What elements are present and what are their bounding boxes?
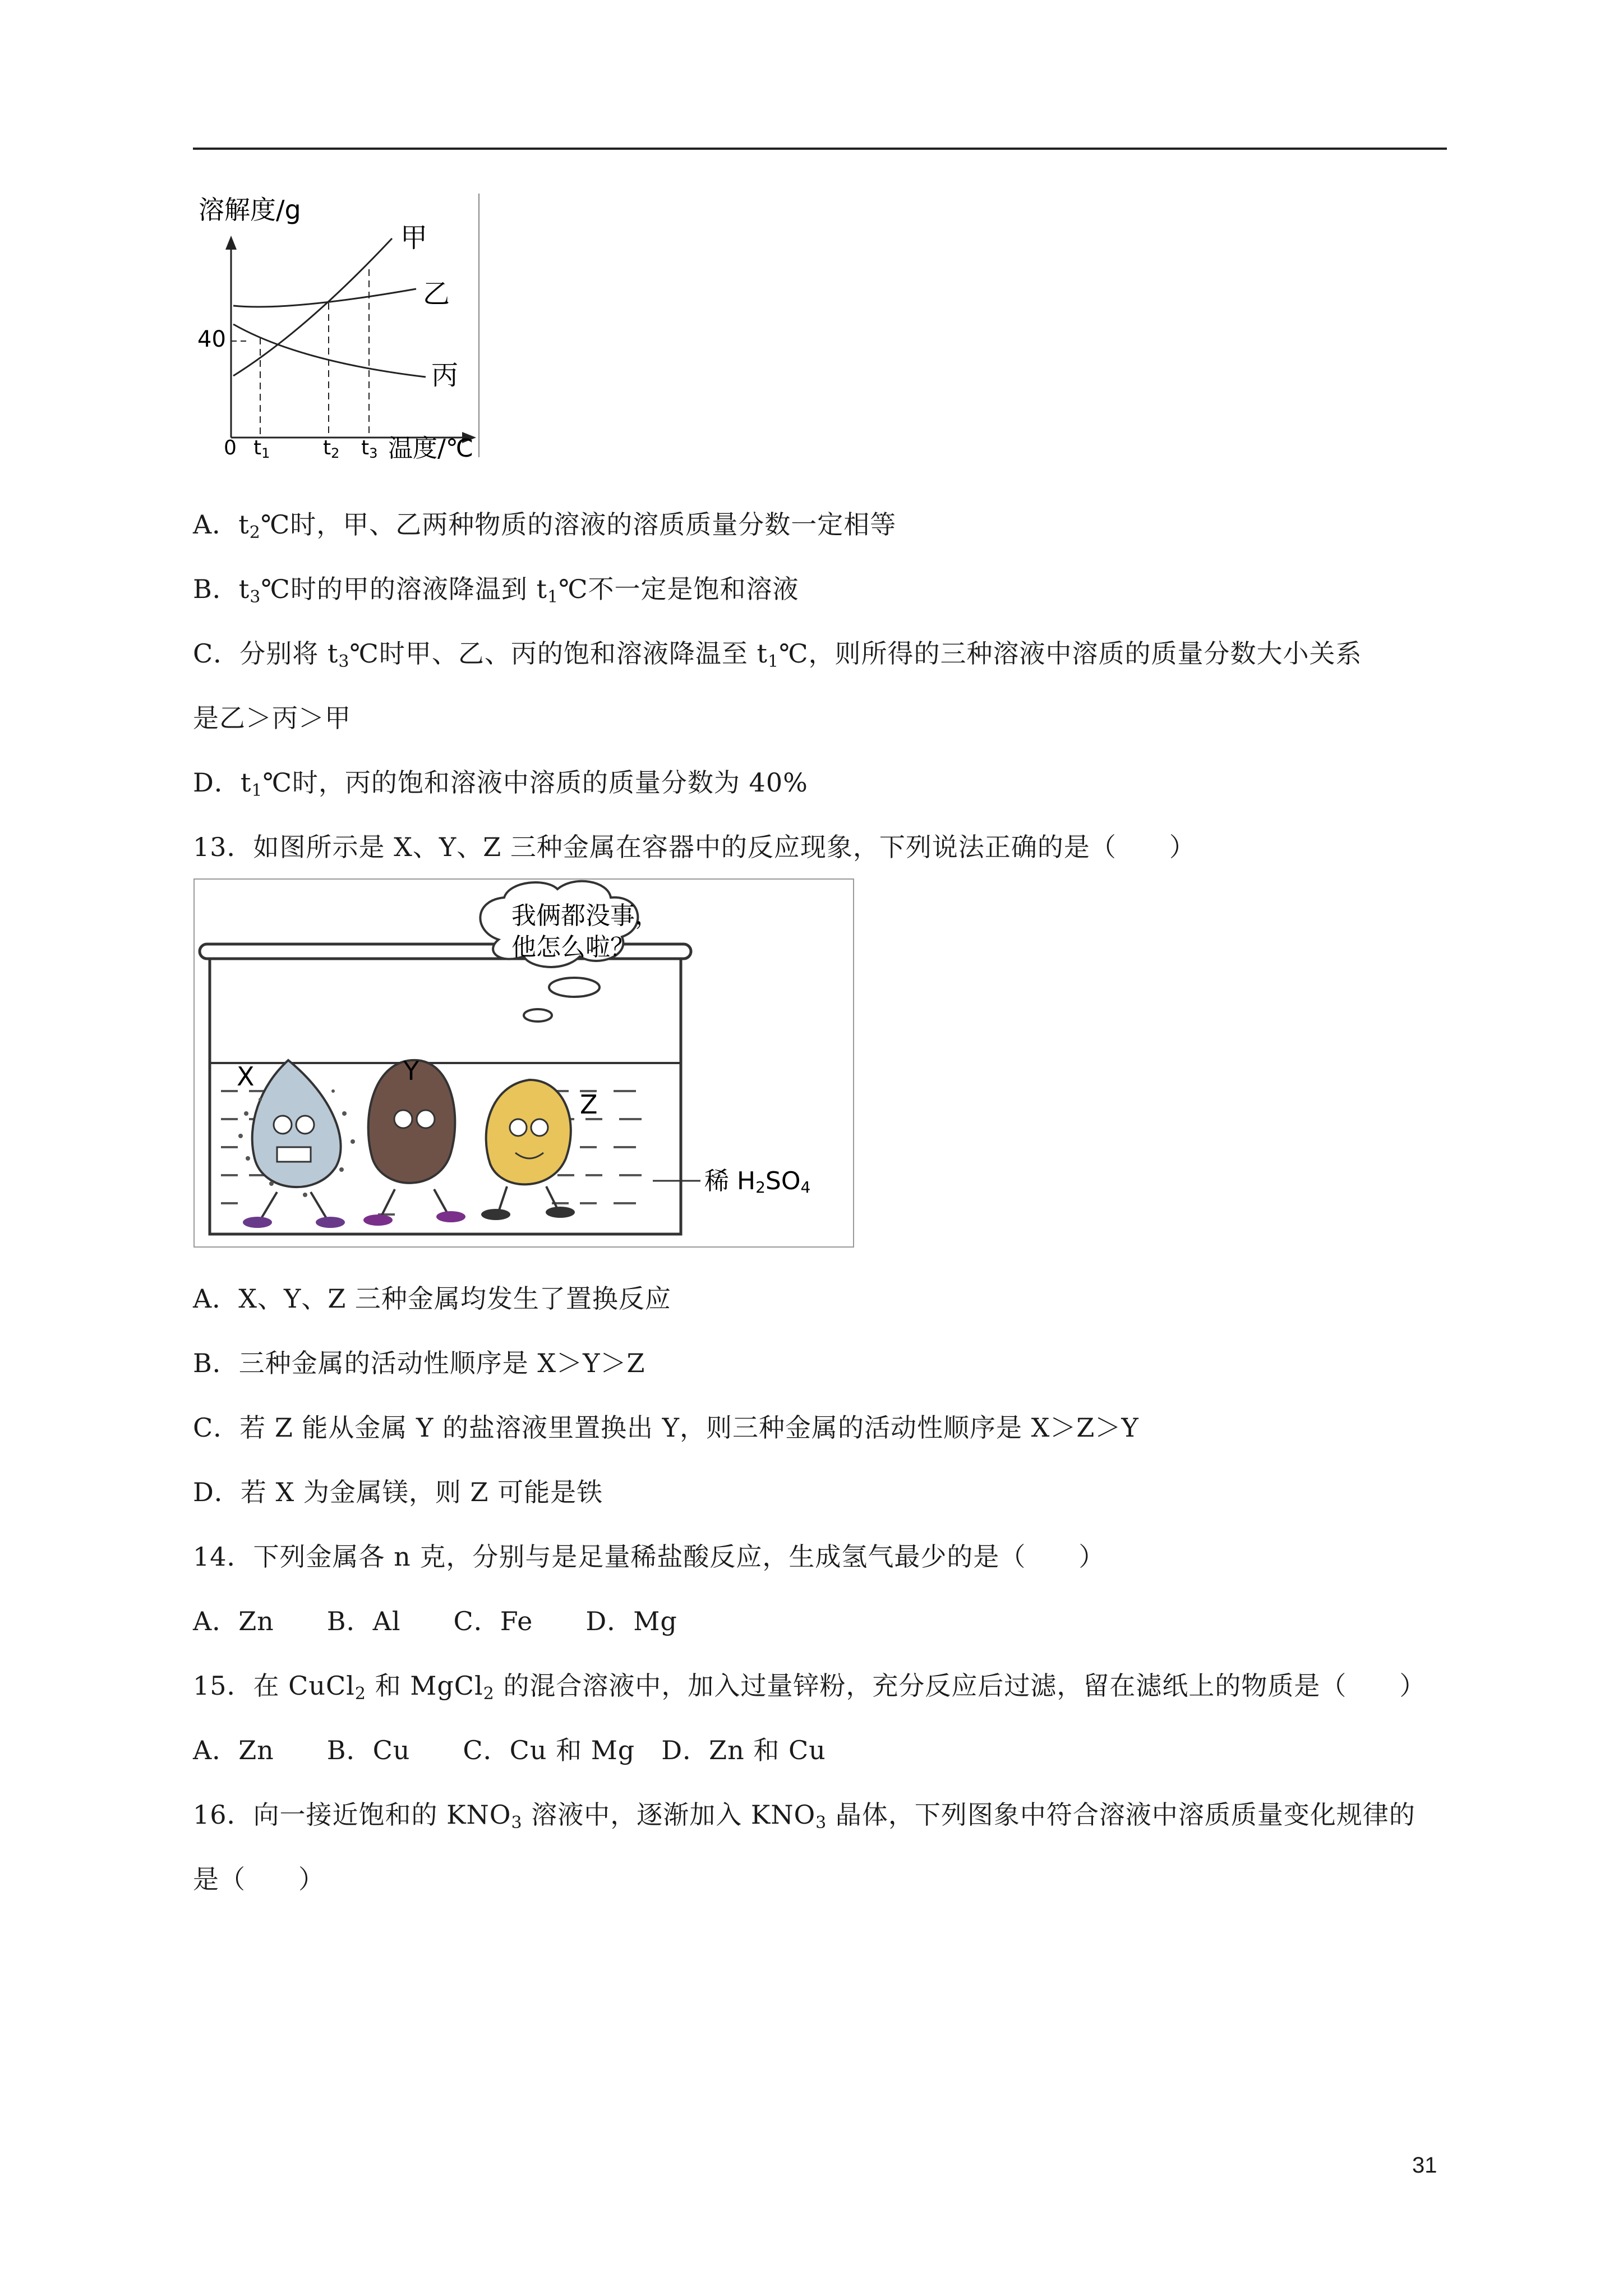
- header-rule: [193, 148, 1447, 150]
- q12-option-c-cont: 是乙＞丙＞甲: [193, 703, 351, 733]
- page-number: 31: [1412, 2153, 1437, 2178]
- metal-y-shoe-left: [363, 1214, 393, 1226]
- metals-cartoon: [193, 878, 855, 1248]
- q13-option-b: B．三种金属的活动性顺序是 X＞Y＞Z: [193, 1348, 645, 1378]
- metal-z-legs: [499, 1186, 557, 1212]
- metal-y-eye-left: [394, 1110, 412, 1128]
- q12-option-c: C．分别将 $t_3℃$时甲、乙、丙的饱和溶液降温至 $t_1℃$，则所得的三种溶液中溶质的质量分数大小关系: [193, 638, 1362, 671]
- metal-x-shoe-left: [243, 1217, 272, 1228]
- q16-stem-cont: 是（ ）: [193, 1864, 325, 1894]
- metal-x-eye-right: [296, 1116, 314, 1134]
- q14-stem: 14．下列金属各 n 克，分别与是足量稀盐酸反应，生成氢气最少的是（ ）: [193, 1542, 1105, 1572]
- y-axis-arrow: [225, 236, 237, 250]
- bubble-dot-large: [549, 978, 600, 997]
- q12-option-d: D．$t_1℃$时，丙的饱和溶液中溶质的质量分数为 40%: [193, 767, 808, 800]
- acid-label: 稀 H2SO4: [704, 1167, 811, 1197]
- y-axis-label: 溶解度/g: [199, 195, 301, 225]
- curve-bing: [233, 324, 426, 377]
- metal-y-eye-right: [417, 1110, 435, 1128]
- metal-x-eye-left: [274, 1116, 292, 1134]
- solubility-graph: [193, 191, 485, 460]
- metal-z-body: [486, 1080, 571, 1184]
- bubble-text-line2: 他怎么啦？: [511, 933, 635, 961]
- q15-options: A．Zn B．Cu C．Cu 和 Mg D．Zn 和 Cu: [193, 1735, 826, 1765]
- metal-x-teeth: [277, 1147, 311, 1162]
- q13-option-a: A．X、Y、Z 三种金属均发生了置换反应: [193, 1283, 671, 1314]
- metal-z-shoe-left: [481, 1209, 510, 1220]
- q12-option-b: B．$t_3℃$时的甲的溶液降温到 $t_1℃$不一定是饱和溶液: [193, 574, 799, 607]
- x-tick-t3: t3: [361, 436, 378, 460]
- q13-option-d: D．若 X 为金属镁，则 Z 可能是铁: [193, 1477, 603, 1507]
- metal-x-shoe-right: [316, 1217, 345, 1228]
- q16-stem: 16．向一接近饱和的 $KNO_3$ 溶液中，逐渐加入 $KNO_3$ 晶体，下列图象中符合溶液中溶质质量变化规律的: [193, 1800, 1415, 1833]
- x-tick-t2: t2: [323, 436, 340, 460]
- bubble-dot-small: [524, 1009, 552, 1022]
- metal-z-shoe-right: [546, 1207, 575, 1218]
- metal-y-shoe-right: [436, 1211, 465, 1222]
- q12-option-a: A．$t_2℃$时，甲、乙两种物质的溶液的溶质质量分数一定相等: [193, 509, 897, 542]
- series-label-yi: 乙: [423, 278, 450, 310]
- q15-stem: 15．在 CuCl$_2$ 和 MgCl$_2$ 的混合溶液中，加入过量锌粉，充分反应后过滤，留在滤纸上的物质是（ ）: [193, 1671, 1426, 1704]
- series-label-jia: 甲: [400, 222, 428, 254]
- q13-stem: 13．如图所示是 X、Y、Z 三种金属在容器中的反应现象，下列说法正确的是（ ）: [193, 832, 1196, 862]
- label-x: X: [237, 1061, 255, 1092]
- x-tick-t1: t1: [253, 436, 270, 460]
- metal-z-eye-right: [531, 1119, 548, 1136]
- label-z: Z: [580, 1089, 598, 1120]
- metal-z-eye-left: [510, 1119, 527, 1136]
- label-y: Y: [403, 1056, 419, 1086]
- series-label-bing: 丙: [431, 360, 459, 391]
- metal-x-legs: [260, 1192, 328, 1220]
- metal-y-legs: [381, 1189, 448, 1217]
- q14-options: A．Zn B．Al C．Fe D．Mg: [193, 1606, 677, 1636]
- q13-option-c: C．若 Z 能从金属 Y 的盐溶液里置换出 Y，则三种金属的活动性顺序是 X＞Z＞Y: [193, 1412, 1139, 1443]
- x-axis-label: 温度/℃: [388, 434, 474, 460]
- bubble-text-line1: 我俩都没事，: [511, 901, 660, 930]
- x-origin-label: 0: [224, 436, 237, 459]
- y-tick-40: 40: [197, 326, 226, 352]
